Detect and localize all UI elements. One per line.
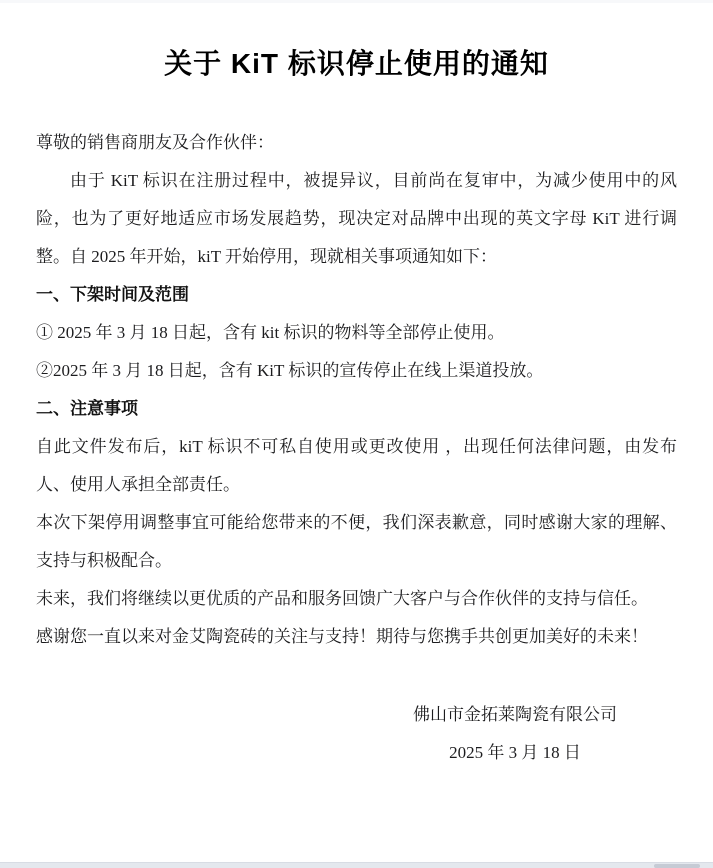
section1-item-1: ① 2025 年 3 月 18 日起，含有 kit 标识的物料等全部停止使用。 xyxy=(36,323,505,342)
section2-paragraph-3: 未来，我们将继续以更优质的产品和服务回馈广大客户与合作伙伴的支持与信任。 xyxy=(36,589,648,608)
section2-paragraph-4: 感谢您一直以来对金艾陶瓷砖的关注与支持！期待与您携手共创更加美好的未来！ xyxy=(36,627,648,646)
date-line: 2025 年 3 月 18 日 xyxy=(449,743,581,762)
document-body xyxy=(36,124,677,772)
section1-item-2: ②2025 年 3 月 18 日起，含有 KiT 标识的宣传停止在线上渠道投放。 xyxy=(36,361,544,380)
salutation: 尊敬的销售商朋友及合作伙伴： xyxy=(36,133,274,152)
scrollbar-thumb[interactable] xyxy=(654,864,700,868)
section2-paragraph-1: 自此文件发布后，kiT 标识不可私自使用或更改使用 ，出现任何法律问题，由发布人、使用人承担全部责任。 xyxy=(36,437,677,494)
signature-block xyxy=(413,696,617,772)
section2-heading: 二、注意事项 xyxy=(36,399,138,418)
company-name: 佛山市金拓莱陶瓷有限公司 xyxy=(413,705,617,724)
section1-heading: 一、下架时间及范围 xyxy=(36,285,189,304)
horizontal-scrollbar[interactable] xyxy=(0,862,713,868)
section2-paragraph-2: 本次下架停用调整事宜可能给您带来的不便，我们深表歉意，同时感谢大家的理解、支持与积极配合。 xyxy=(36,513,677,570)
document-title: 关于 KiT 标识停止使用的通知 xyxy=(164,48,549,79)
document-content xyxy=(0,3,713,772)
intro-paragraph: 由于 KiT 标识在注册过程中，被提异议，目前尚在复审中，为减少使用中的风险，也为了更好地适应市场发展趋势，现决定对品牌中出现的英文字母 KiT 进行调整。自 2025 年开始，kiT 开始停用，现就相关事项通知如下： xyxy=(36,171,677,266)
